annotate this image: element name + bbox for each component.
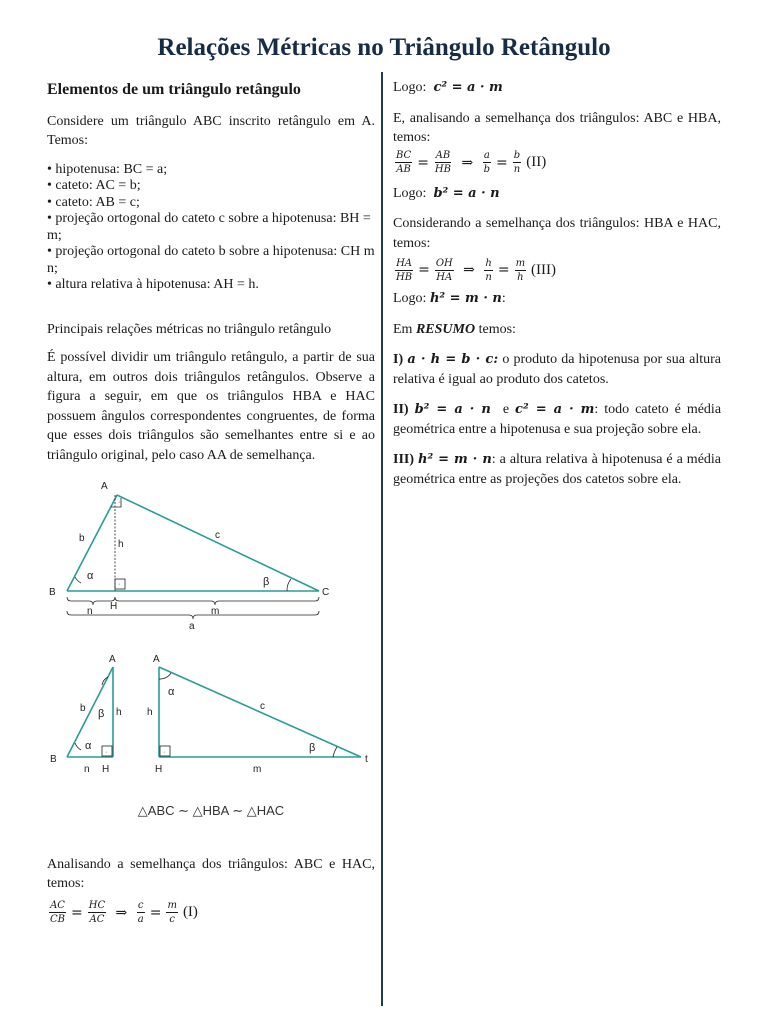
fraction: $\frac{HC}{AC}$ (88, 900, 106, 925)
fraction: $\frac{AB}{HB}$ (434, 150, 451, 175)
label-side-b: b (79, 533, 85, 544)
list-item: • cateto: AC = b; (47, 178, 141, 193)
right-angle-mark: · (163, 749, 166, 756)
label-vertex-A: A (153, 654, 160, 665)
right-column (393, 78, 721, 500)
label-segment-n: n (87, 606, 93, 617)
label-height-h: h (118, 539, 124, 550)
paragraph-hba-hac: Considerando a semelhança dos triângulos: HBA e HAC, temos: (393, 216, 721, 251)
label-angle-alpha: α (168, 686, 175, 698)
label-foot-H: H (102, 764, 110, 775)
label-segment-a: a (189, 621, 195, 632)
label-vertex-A: A (101, 481, 108, 492)
label-foot-H: H (155, 764, 163, 775)
label-angle-beta: β (263, 576, 270, 588)
label-segment-m: m (211, 606, 220, 617)
equation-label: (I) (182, 904, 198, 920)
similarity-caption: △ABC ∼ △HBA ∼ △HAC (137, 803, 285, 818)
right-angle-mark: · (105, 749, 108, 756)
fraction: $\frac{m}{h}$ (515, 257, 526, 283)
label-segment-m: m (253, 764, 262, 775)
label-height-h: h (116, 707, 122, 718)
fraction: $\frac{HA}{HB}$ (396, 257, 413, 283)
label-vertex-B: B (50, 754, 57, 765)
equation-III: $\frac{HA}{HB}$ = $\frac{OH}{HA}$ ⇒ $\frac{h}{n}$ = $\frac{m}{h}$ (III) (396, 257, 557, 283)
fraction: $\frac{OH}{HA}$ (435, 257, 453, 283)
section-heading: Elementos de um triângulo retângulo (47, 81, 301, 98)
list-item: • projeção ortogonal do cateto c sobre a hipotenusa: BH = m; (47, 211, 371, 243)
label-vertex-B: B (49, 587, 56, 598)
fraction: $\frac{AC}{CB}$ (50, 900, 65, 925)
label-foot-H: H (110, 601, 118, 612)
label-vertex-C: t (365, 754, 368, 765)
analysis-paragraph: Analisando a semelhança dos triângulos: ABC e HAC, temos: (47, 856, 375, 891)
label-side-c: c (260, 701, 265, 712)
equation-label: (III) (531, 261, 557, 278)
main-triangle-figure (47, 479, 375, 639)
list-item: • projeção ortogonal do cateto b sobre a hipotenusa: CH m n; (47, 244, 375, 276)
list-item: • altura relativa à hipotenusa: AH = h. (47, 277, 259, 292)
label-height-h: h (147, 707, 153, 718)
list-item: • hipotenusa: BC = a; (47, 161, 168, 177)
label-side-c: c (215, 530, 220, 541)
label-angle-alpha: α (87, 570, 94, 582)
label-side-b: b (80, 703, 86, 714)
label-vertex-C: C (322, 587, 330, 598)
intro-paragraph: Considere um triângulo ABC inscrito retângulo em A. Temos: (47, 113, 375, 148)
equation-label: (II) (526, 154, 547, 170)
subheading: Principais relações métricas no triângulo retângulo (47, 321, 332, 337)
split-triangles-figure (47, 653, 375, 783)
similarity-paragraph: É possível dividir um triângulo retângulo, a partir de sua altura, em outros dois triângulos retângulos. Observe a figura a seguir, em que os triângulos HBA e HAC possuem ângulos correspondentes congruentes, de forma que esses dois triângulos são semelhantes entre si e ao triângulo original, pelo caso AA de semelhança. (47, 350, 375, 463)
right-angle-mark: · (118, 499, 121, 506)
label-angle-alpha: α (85, 740, 92, 752)
fraction: $\frac{c}{a}$ (137, 900, 144, 925)
fraction: $\frac{h}{n}$ (485, 257, 492, 283)
label-angle-beta: β (98, 708, 105, 720)
summary-item-1: I) a · h = b · c: o produto da hipotenusa por sua altura relativa é igual ao produto dos catetos. (393, 352, 722, 387)
fraction: $\frac{m}{c}$ (167, 900, 177, 925)
fraction: $\frac{a}{b}$ (483, 150, 491, 175)
right-angle-mark: · (118, 581, 121, 588)
resumo-line: Em RESUMO temos: (393, 321, 516, 337)
elements-list (47, 162, 375, 294)
page-title: Relações Métricas no Triângulo Retângulo (157, 34, 611, 61)
equation-I: $\frac{AC}{CB}$ = $\frac{HC}{AC}$ ⇒ $\frac{c}{a}$ = $\frac{m}{c}$ (I) (50, 900, 198, 925)
list-item: • cateto: AB = c; (47, 194, 140, 210)
left-column (47, 80, 375, 928)
logo-line-2: Logo: b² = a · n (393, 185, 500, 201)
label-angle-beta: β (309, 742, 316, 754)
summary-item-2: II) b² = a · n e c² = a · m: todo cateto é média geométrica entre a hipotenusa e sua projeção sobre ela. (393, 402, 722, 437)
fraction: $\frac{b}{n}$ (513, 150, 521, 175)
column-divider (381, 72, 383, 1006)
logo-line-3: Logo: h² = m · n: (393, 291, 506, 306)
logo-line-1: Logo: c² = a · m (393, 80, 503, 95)
equation-II: $\frac{BC}{AB}$ = $\frac{AB}{HB}$ ⇒ $\frac{a}{b}$ = $\frac{b}{n}$ (II) (396, 150, 547, 175)
summary-item-3: III) h² = m · n: a altura relativa à hipotenusa é a média geométrica entre as projeções dos catetos sobre ela. (393, 452, 722, 487)
fraction: $\frac{BC}{AB}$ (396, 150, 412, 175)
label-segment-n: n (84, 764, 90, 775)
label-vertex-A: A (109, 654, 116, 665)
paragraph-abc-hba: E, analisando a semelhança dos triângulos: ABC e HBA, temos: (393, 110, 721, 145)
